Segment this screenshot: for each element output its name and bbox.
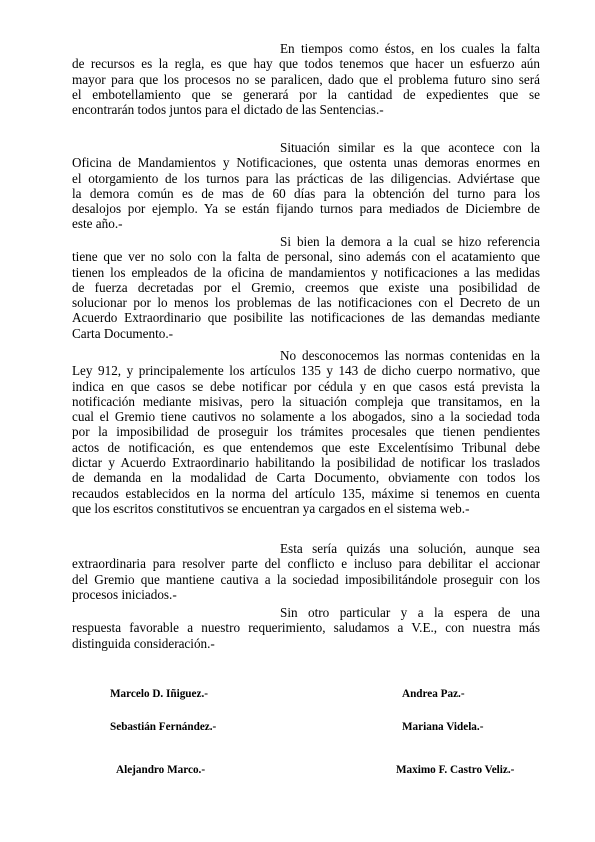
text-line: dictar y Acuerdo Extraordinario habilitando la posibilidad de notificar los traslados (72, 455, 540, 471)
text-line: solucionar por lo menos los problemas de las notificaciones con el Decreto de un (72, 295, 540, 311)
text-line: tiene que ver no solo con la falta de personal, sino además con el acatamiento que (72, 249, 540, 265)
text-line: Ley 912, y principalemente los artículos 135 y 143 de dicho cuerpo normativo, que (72, 363, 540, 379)
text-line: respuesta favorable a nuestro requerimiento, saludamos a V.E., con nuestra más (72, 620, 540, 636)
text-line: de demanda en la modalidad de Carta Documento, obviamente con todos los (72, 470, 540, 486)
text-line: Carta Documento.- (72, 325, 174, 341)
signature-name: Andrea Paz.- (402, 688, 465, 700)
text-line: el otorgamiento de los turnos para las prácticas de las diligencias. Adviértase que (72, 170, 540, 186)
paragraph-solution (72, 541, 540, 602)
text-line: cual el Gremio tiene cautivos no solamente a los abogados, sino a la sociedad toda (72, 409, 540, 425)
text-line: de fuerza decretadas por el Gremio, creemos que existe una posibilidad de (72, 279, 540, 295)
paragraph-legal-basis (72, 348, 540, 516)
text-line: notificación mediante misivas, pero la situación compleja que transitamos, en la (72, 393, 540, 409)
signature-name: Alejandro Marco.- (116, 764, 206, 776)
paragraph-proposal (72, 234, 540, 341)
text-line: tienen los empleados de la oficina de mandamientos y notificaciones a las medidas (72, 264, 540, 280)
text-line: procesos iniciados.- (72, 586, 177, 602)
text-line: Acuerdo Extraordinario que posibilite las notificaciones de las demandas mediante (72, 310, 540, 326)
text-line: la demora común es de mas de 60 días para la obtención del turno para los (72, 185, 540, 201)
text-line: Si bien la demora a la cual se hizo referencia (280, 234, 540, 249)
text-line: Esta sería quizás una solución, aunque sea (280, 541, 540, 556)
text-line: Sin otro particular y a la espera de una (280, 605, 540, 620)
text-line: En tiempos como éstos, en los cuales la falta (280, 41, 540, 56)
paragraph-closing (72, 605, 540, 651)
text-line: este año.- (72, 216, 123, 232)
text-line: mayor para que los procesos no se paralicen, dado que el problema futuro sino será (72, 71, 540, 87)
text-line: extraordinaria para resolver parte del conflicto e incluso para debilitar el accionar (72, 556, 540, 572)
text-line: encontrarán todos juntos para el dictado de las Sentencias.- (72, 102, 384, 118)
signature-name: Marcelo D. Iñiguez.- (110, 688, 208, 700)
text-line: Oficina de Mandamientos y Notificaciones, que ostenta unas demoras enormes en (72, 155, 540, 171)
paragraph-resources (72, 41, 540, 117)
text-line: recaudos establecidos en la norma del artículo 135, máxime si tenemos en cuenta (72, 485, 540, 501)
text-line: desalojos por ejemplo. Ya se están fijando turnos para mediados de Diciembre de (72, 201, 540, 217)
text-line: que los escritos constitutivos se encuentran ya cargados en el sistema web.- (72, 500, 470, 516)
text-line: de recursos es la regla, es que hay que todos tenemos que hacer un esfuerzo aún (72, 56, 540, 72)
signature-name: Maximo F. Castro Veliz.- (396, 764, 515, 776)
signature-name: Sebastián Fernández.- (110, 721, 217, 733)
text-line: actos de notificación, es que entendemos que este Excelentísimo Tribunal debe (72, 439, 540, 455)
text-line: indica en que casos se debe notificar por cédula y en que casos está prevista la (72, 378, 540, 394)
text-line: distinguida consideración.- (72, 635, 215, 651)
text-line: Situación similar es la que acontece con la (280, 140, 540, 155)
signature-name: Mariana Videla.- (402, 721, 484, 733)
text-line: No desconocemos las normas contenidas en la (280, 348, 540, 363)
text-line: por la imposibilidad de proseguir los trámites procesales que tienen pendientes (72, 424, 540, 440)
text-line: el embotellamiento que se generará por la cantidad de expedientes que se (72, 86, 540, 102)
text-line: del Gremio que mantiene cautiva a la sociedad imposibilitándole proseguir con los (72, 571, 540, 587)
paragraph-notifications-office (72, 140, 540, 232)
